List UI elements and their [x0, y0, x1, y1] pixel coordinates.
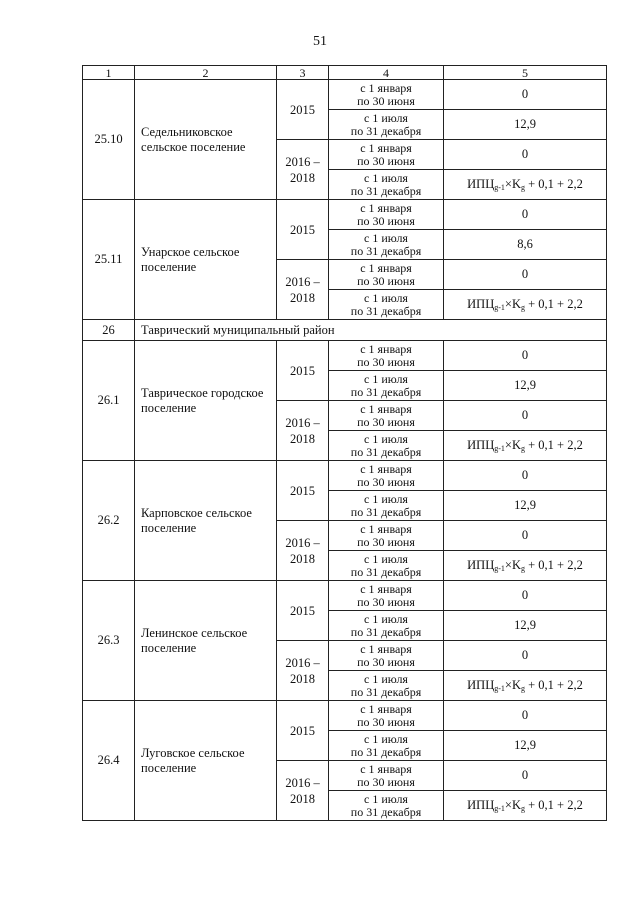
formula-subscript: g-1: [494, 804, 505, 813]
period-cell: [329, 230, 444, 260]
year-cell: 2015: [277, 80, 329, 140]
value-cell: [444, 791, 607, 821]
period-line: с 1 января: [360, 80, 412, 95]
year-range-cell: 2016 – 2018: [277, 401, 329, 461]
value-cell: 0: [444, 200, 607, 230]
tariff-formula: [467, 297, 583, 311]
value-cell: 12,9: [444, 371, 607, 401]
year-range-cell: 2016 – 2018: [277, 761, 329, 821]
period-line: с 1 января: [360, 140, 412, 155]
value-cell: 0: [444, 80, 607, 110]
period-line: с 1 января: [360, 200, 412, 215]
period-cell: [329, 200, 444, 230]
formula-subscript: g: [520, 303, 525, 312]
value-cell: [444, 431, 607, 461]
value-cell: 0: [444, 341, 607, 371]
period-line: с 1 января: [360, 581, 412, 596]
settlement-number: 26.1: [83, 341, 135, 461]
value-cell: 0: [444, 581, 607, 611]
period-line: по 31 декабря: [350, 183, 422, 198]
tariff-formula: [467, 438, 583, 452]
formula-part: ИПЦ: [467, 297, 495, 311]
table-row: [83, 581, 607, 611]
tariff-formula: [467, 678, 583, 692]
formula-subscript: g-1: [494, 564, 505, 573]
period-line: по 31 декабря: [350, 684, 422, 699]
header-cell: 3: [277, 66, 329, 80]
district-row: [83, 320, 607, 341]
district-name: Таврический муниципальный район: [135, 320, 607, 341]
settlement-number: 25.10: [83, 80, 135, 200]
formula-part: ×K: [504, 558, 521, 572]
formula-subscript: g: [520, 183, 525, 192]
tariff-formula: [467, 177, 583, 191]
tariff-formula: [467, 798, 583, 812]
settlement-name: Унарское сельское поселение: [135, 200, 277, 320]
value-cell: 8,6: [444, 230, 607, 260]
page-number: 51: [313, 34, 327, 49]
period-line: с 1 июля: [364, 170, 408, 185]
period-line: с 1 июля: [364, 671, 408, 686]
formula-subscript: g: [520, 444, 525, 453]
period-cell: [329, 461, 444, 491]
period-cell: [329, 401, 444, 431]
settlement-number: 26.3: [83, 581, 135, 701]
period-line: с 1 июля: [364, 491, 408, 506]
period-line: по 30 июня: [357, 774, 415, 789]
value-cell: [444, 551, 607, 581]
period-cell: [329, 701, 444, 731]
formula-subscript: g-1: [494, 684, 505, 693]
header-cell: 1: [83, 66, 135, 80]
period-line: с 1 июля: [364, 110, 408, 125]
period-line: с 1 января: [360, 521, 412, 536]
formula-subscript: g: [520, 564, 525, 573]
formula-part: ×K: [504, 798, 521, 812]
formula-subscript: g-1: [494, 183, 505, 192]
period-line: по 31 декабря: [350, 804, 422, 819]
period-line: с 1 января: [360, 641, 412, 656]
district-number: 26: [83, 320, 135, 341]
period-line: по 31 декабря: [350, 123, 422, 138]
value-cell: 0: [444, 401, 607, 431]
period-line: по 31 декабря: [350, 384, 422, 399]
period-line: по 30 июня: [357, 414, 415, 429]
period-cell: [329, 611, 444, 641]
period-cell: [329, 290, 444, 320]
period-line: с 1 января: [360, 701, 412, 716]
period-line: по 31 декабря: [350, 303, 422, 318]
value-cell: 12,9: [444, 611, 607, 641]
year-range-cell: 2016 – 2018: [277, 641, 329, 701]
header-row: [83, 66, 607, 80]
formula-part: + 0,1 + 2,2: [524, 798, 583, 812]
settlement-number: 26.2: [83, 461, 135, 581]
year-cell: 2015: [277, 461, 329, 521]
period-line: по 30 июня: [357, 594, 415, 609]
period-cell: [329, 641, 444, 671]
period-line: с 1 января: [360, 341, 412, 356]
period-line: с 1 июля: [364, 290, 408, 305]
period-line: по 31 декабря: [350, 444, 422, 459]
value-cell: 12,9: [444, 110, 607, 140]
value-cell: [444, 290, 607, 320]
year-cell: 2015: [277, 701, 329, 761]
value-cell: 0: [444, 641, 607, 671]
period-cell: [329, 110, 444, 140]
value-cell: 0: [444, 521, 607, 551]
period-cell: [329, 431, 444, 461]
year-range-cell: 2016 – 2018: [277, 140, 329, 200]
table-row: [83, 200, 607, 230]
period-cell: [329, 170, 444, 200]
period-line: по 30 июня: [357, 93, 415, 108]
period-cell: [329, 551, 444, 581]
period-cell: [329, 491, 444, 521]
year-range-cell: 2016 – 2018: [277, 260, 329, 320]
settlement-number: 25.11: [83, 200, 135, 320]
period-line: по 31 декабря: [350, 744, 422, 759]
period-line: с 1 января: [360, 401, 412, 416]
table-row: [83, 461, 607, 491]
tariff-table: [82, 65, 607, 821]
formula-part: + 0,1 + 2,2: [524, 177, 583, 191]
period-cell: [329, 371, 444, 401]
period-cell: [329, 260, 444, 290]
period-cell: [329, 791, 444, 821]
formula-part: ×K: [504, 678, 521, 692]
period-line: с 1 июля: [364, 431, 408, 446]
period-line: по 30 июня: [357, 474, 415, 489]
period-line: с 1 июля: [364, 611, 408, 626]
table-row: [83, 341, 607, 371]
period-line: с 1 июля: [364, 791, 408, 806]
formula-subscript: g: [520, 804, 525, 813]
period-cell: [329, 731, 444, 761]
period-line: по 30 июня: [357, 534, 415, 549]
period-cell: [329, 761, 444, 791]
period-line: с 1 июля: [364, 551, 408, 566]
formula-part: + 0,1 + 2,2: [524, 297, 583, 311]
settlement-name: Ленинское сельское поселение: [135, 581, 277, 701]
value-cell: [444, 170, 607, 200]
header-cell: 2: [135, 66, 277, 80]
formula-part: ИПЦ: [467, 177, 495, 191]
value-cell: 0: [444, 461, 607, 491]
settlement-name: Карповское сельское поселение: [135, 461, 277, 581]
value-cell: 12,9: [444, 731, 607, 761]
period-line: по 31 декабря: [350, 624, 422, 639]
tariff-formula: [467, 558, 583, 572]
period-line: с 1 июля: [364, 371, 408, 386]
period-cell: [329, 671, 444, 701]
period-cell: [329, 581, 444, 611]
value-cell: 0: [444, 140, 607, 170]
period-line: с 1 января: [360, 461, 412, 476]
period-line: по 30 июня: [357, 273, 415, 288]
formula-part: ×K: [504, 438, 521, 452]
period-cell: [329, 80, 444, 110]
period-line: по 31 декабря: [350, 243, 422, 258]
value-cell: [444, 671, 607, 701]
header-cell: 4: [329, 66, 444, 80]
formula-part: + 0,1 + 2,2: [524, 558, 583, 572]
formula-part: ИПЦ: [467, 438, 495, 452]
year-cell: 2015: [277, 200, 329, 260]
settlement-name: Луговское сельское поселение: [135, 701, 277, 821]
formula-part: + 0,1 + 2,2: [524, 678, 583, 692]
header-cell: 5: [444, 66, 607, 80]
period-line: с 1 января: [360, 260, 412, 275]
period-line: по 30 июня: [357, 354, 415, 369]
period-cell: [329, 140, 444, 170]
period-line: по 30 июня: [357, 153, 415, 168]
period-line: по 30 июня: [357, 654, 415, 669]
settlement-number: 26.4: [83, 701, 135, 821]
period-cell: [329, 521, 444, 551]
period-line: по 31 декабря: [350, 564, 422, 579]
settlement-name: Седельниковское сельское поселение: [135, 80, 277, 200]
formula-part: ИПЦ: [467, 678, 495, 692]
year-cell: 2015: [277, 341, 329, 401]
formula-part: + 0,1 + 2,2: [524, 438, 583, 452]
table-row: [83, 80, 607, 110]
formula-part: ИПЦ: [467, 558, 495, 572]
period-cell: [329, 341, 444, 371]
value-cell: 0: [444, 260, 607, 290]
formula-part: ×K: [504, 297, 521, 311]
formula-subscript: g-1: [494, 444, 505, 453]
formula-subscript: g-1: [494, 303, 505, 312]
value-cell: 0: [444, 761, 607, 791]
formula-part: ×K: [504, 177, 521, 191]
settlement-name: Таврическое городское поселение: [135, 341, 277, 461]
period-line: с 1 июля: [364, 230, 408, 245]
period-line: по 30 июня: [357, 213, 415, 228]
year-range-cell: 2016 – 2018: [277, 521, 329, 581]
period-line: по 30 июня: [357, 714, 415, 729]
period-line: по 31 декабря: [350, 504, 422, 519]
value-cell: 0: [444, 701, 607, 731]
table-row: [83, 701, 607, 731]
formula-subscript: g: [520, 684, 525, 693]
value-cell: 12,9: [444, 491, 607, 521]
formula-part: ИПЦ: [467, 798, 495, 812]
year-cell: 2015: [277, 581, 329, 641]
period-line: с 1 июля: [364, 731, 408, 746]
period-line: с 1 января: [360, 761, 412, 776]
